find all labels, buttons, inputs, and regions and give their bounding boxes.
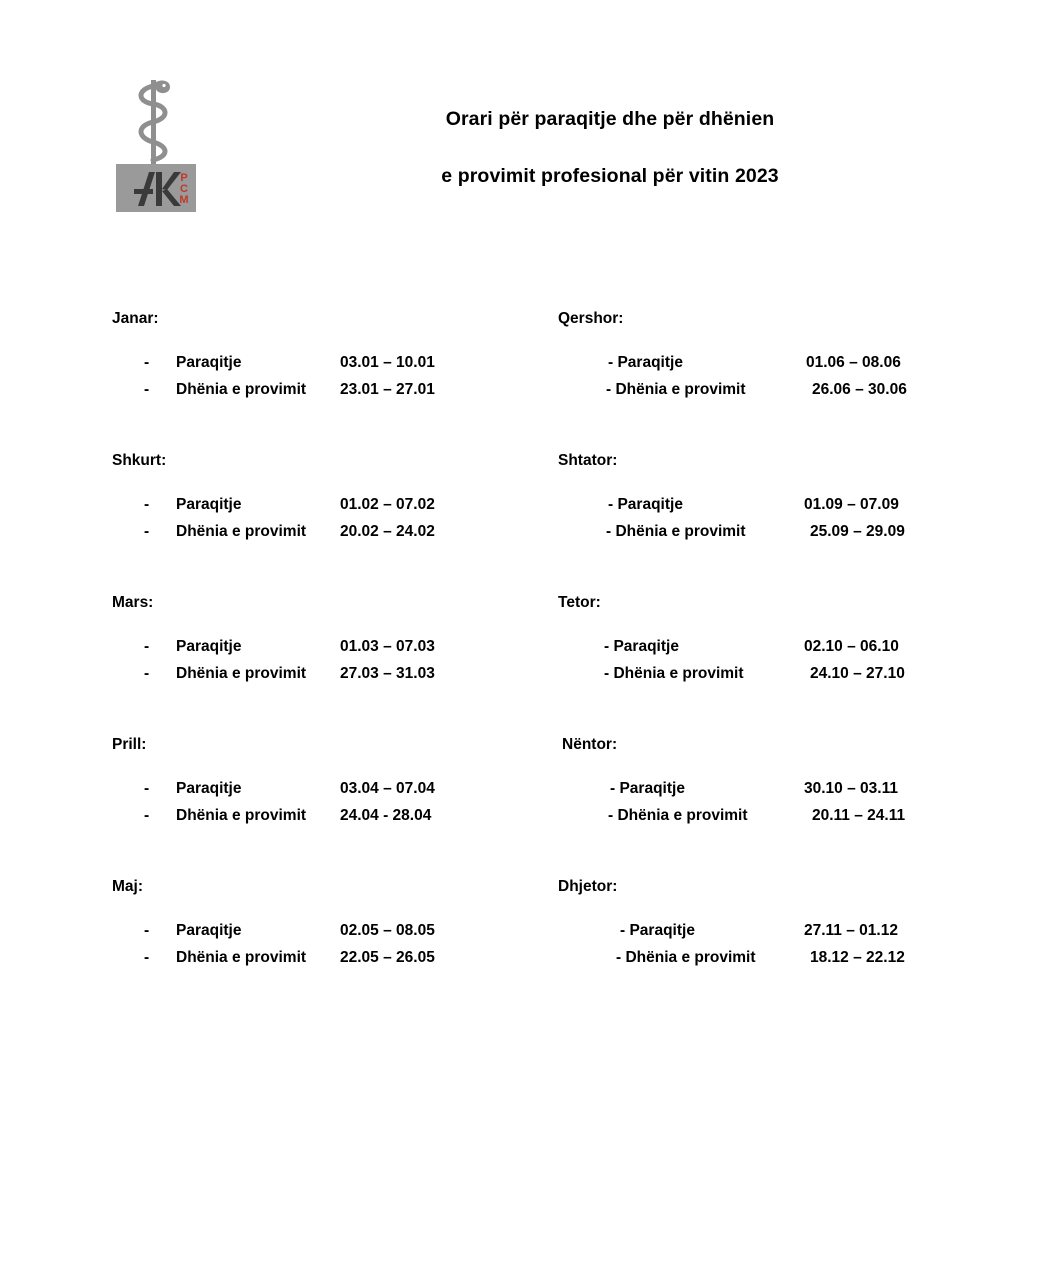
schedule-row [558,665,958,692]
row-label: Dhënia e provimit [176,949,307,967]
row-label: Dhënia e provimit [176,807,307,825]
row-label: Dhënia e provimit [176,523,307,541]
row-label: Dhënia e provimit [176,665,307,683]
month-block-qershor [558,310,958,408]
month-name: Prill: [112,736,147,754]
schedule-row [112,665,512,692]
row-dates: 03.04 – 07.04 [340,780,435,798]
caduceus-logo-icon [108,72,204,212]
page-title-line-2: e provimit profesional për vitin 2023 [441,164,779,187]
schedule-row [112,949,512,976]
schedule-row [112,523,512,550]
document-header [0,60,1059,220]
row-dates: 26.06 – 30.06 [812,381,907,399]
row-label: Paraqitje [176,780,242,798]
list-bullet: - [144,807,150,825]
month-name: Shkurt: [112,452,167,470]
row-label: - Paraqitje [610,780,685,798]
month-block-tetor [558,594,958,692]
schedule-row [112,354,512,381]
row-label: - Paraqitje [604,638,679,656]
month-block-shtator [558,452,958,550]
list-bullet: - [144,949,150,967]
row-dates: 03.01 – 10.01 [340,354,435,372]
row-label: Paraqitje [176,922,242,940]
row-dates: 01.03 – 07.03 [340,638,435,656]
row-label: - Dhënia e provimit [608,807,748,825]
month-name: Tetor: [558,594,601,612]
schedule-row [112,780,512,807]
schedule-column-left [112,310,512,1020]
month-name: Shtator: [558,452,618,470]
list-bullet: - [144,922,150,940]
schedule-row [112,807,512,834]
row-dates: 27.11 – 01.12 [804,922,898,940]
schedule-row [558,638,958,665]
month-name: Mars: [112,594,154,612]
row-dates: 18.12 – 22.12 [810,949,905,967]
row-label: Paraqitje [176,496,242,514]
row-label: Paraqitje [176,638,242,656]
month-block-nentor [558,736,958,834]
schedule-row [558,523,958,550]
row-dates: 20.02 – 24.02 [340,523,435,541]
month-block-prill [112,736,512,834]
schedule-row [112,638,512,665]
logo-letter-c: C [180,183,188,195]
page-title-line-1: Orari për paraqitje dhe për dhënien [445,108,775,130]
month-block-maj [112,878,512,976]
list-bullet: - [144,354,150,372]
row-dates: 24.10 – 27.10 [810,665,905,683]
row-dates: 25.09 – 29.09 [810,523,905,541]
row-dates: 01.02 – 07.02 [340,496,435,514]
logo-letter-p: P [180,172,188,184]
month-name: Dhjetor: [558,878,618,896]
schedule-row [558,949,958,976]
schedule-row [112,381,512,408]
row-dates: 22.05 – 26.05 [340,949,435,967]
month-block-mars [112,594,512,692]
month-block-dhjetor [558,878,958,976]
row-dates: 24.04 - 28.04 [340,807,432,825]
row-dates: 02.05 – 08.05 [340,922,435,940]
list-bullet: - [144,665,150,683]
month-name: Maj: [112,878,143,896]
row-label: - Dhënia e provimit [606,381,746,399]
month-name: Qershor: [558,310,624,327]
schedule-row [558,807,958,834]
row-dates: 30.10 – 03.11 [804,780,898,798]
row-dates: 23.01 – 27.01 [340,381,435,399]
schedule-row [112,496,512,523]
logo-letter-m: M [179,194,189,206]
row-dates: 27.03 – 31.03 [340,665,435,683]
row-dates: 01.09 – 07.09 [804,496,899,514]
row-label: - Dhënia e provimit [604,665,744,683]
list-bullet: - [144,780,150,798]
month-name: Janar: [112,310,159,327]
schedule-row [558,780,958,807]
schedule-row [112,922,512,949]
row-label: Paraqitje [176,354,242,372]
row-label: - Paraqitje [608,496,683,514]
row-dates: 02.10 – 06.10 [804,638,899,656]
schedule-row [558,496,958,523]
row-label: - Paraqitje [620,922,695,940]
schedule-row [558,922,958,949]
schedule-column-right [558,310,958,1020]
month-block-janar [112,310,512,408]
list-bullet: - [144,638,150,656]
row-label: - Dhënia e provimit [606,523,746,541]
list-bullet: - [144,381,150,399]
list-bullet: - [144,496,150,514]
row-label: - Paraqitje [608,354,683,372]
page-title [330,110,890,186]
list-bullet: - [144,523,150,541]
row-label: - Dhënia e provimit [616,949,756,967]
schedule-row [558,381,958,408]
row-dates: 01.06 – 08.06 [806,354,901,372]
row-dates: 20.11 – 24.11 [812,807,906,825]
schedule-row [558,354,958,381]
organization-logo [108,72,204,212]
month-block-shkurt [112,452,512,550]
row-label: Dhënia e provimit [176,381,307,399]
month-name: Nëntor: [562,736,618,754]
